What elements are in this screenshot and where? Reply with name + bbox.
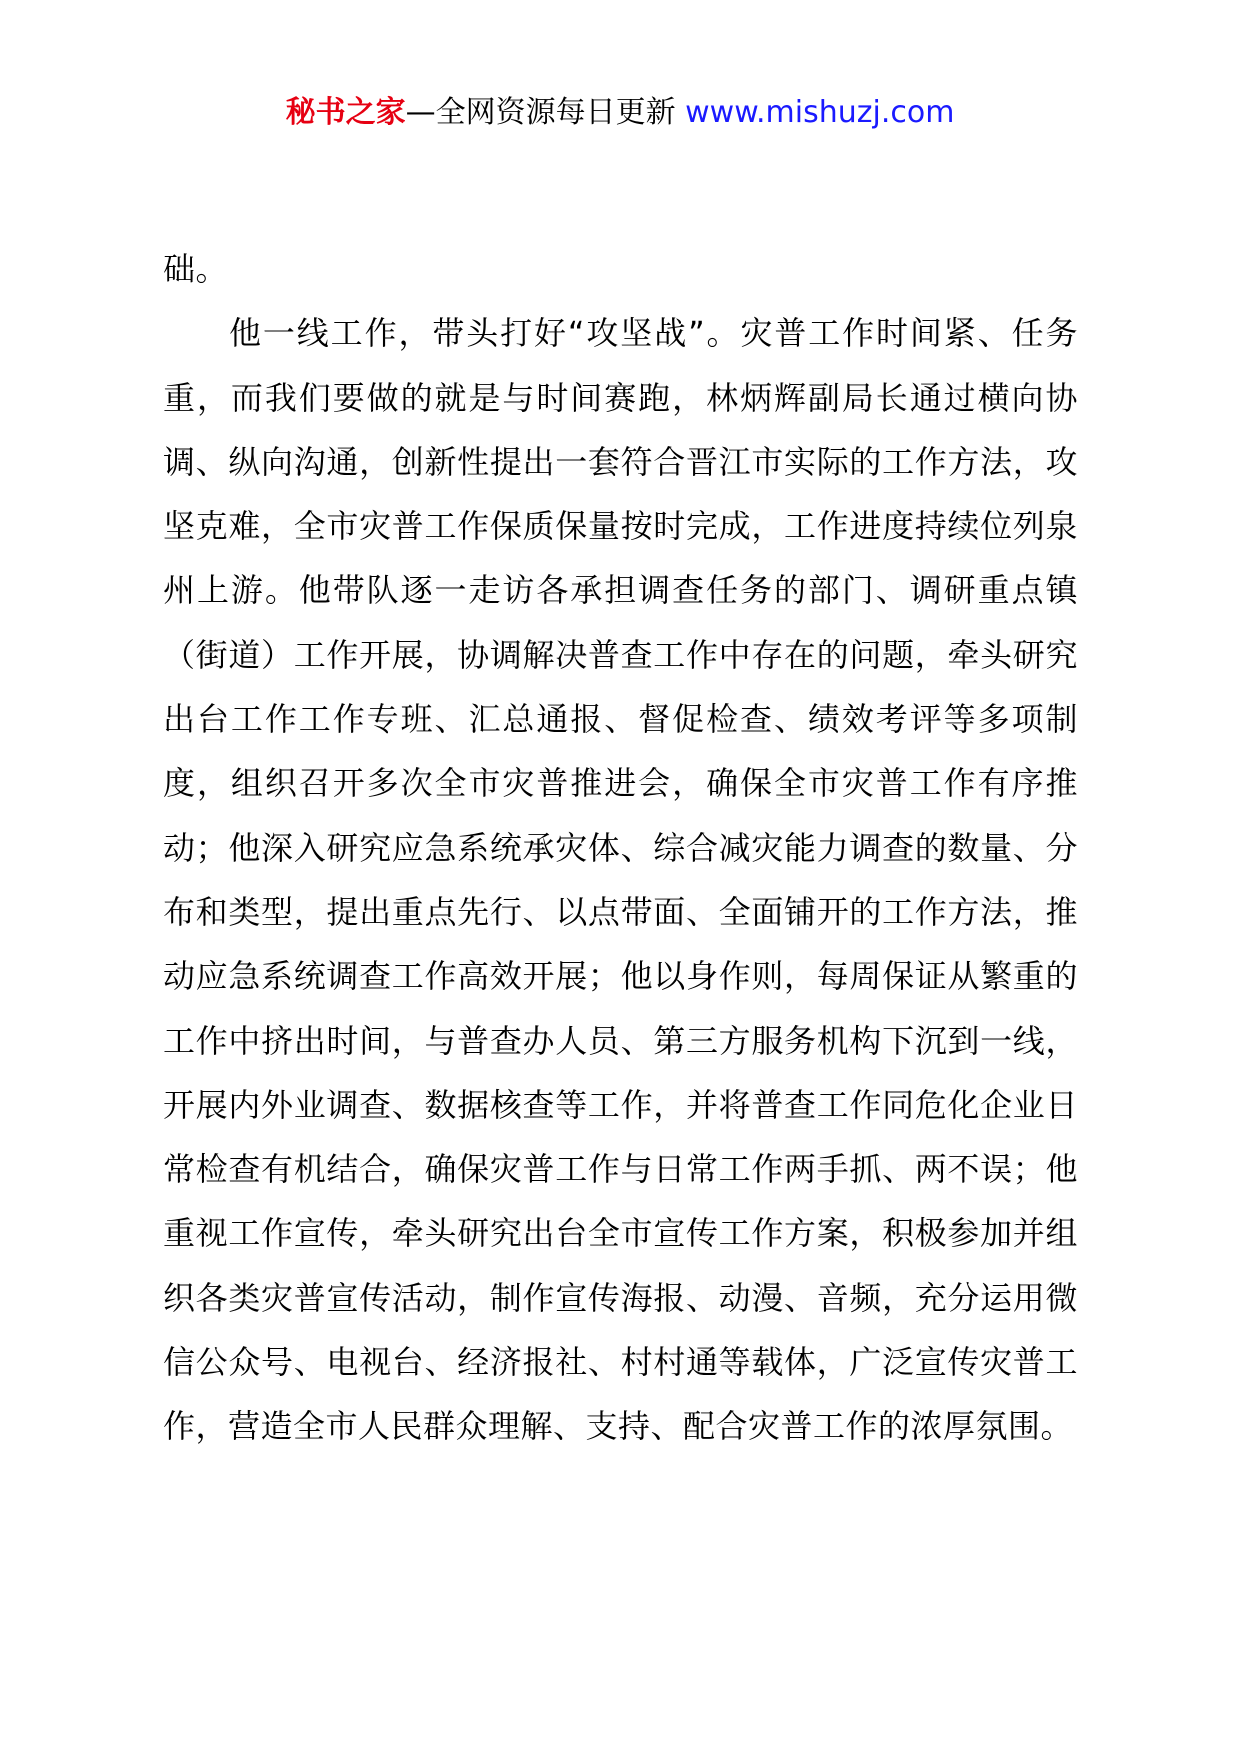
document-body [163,237,1078,1459]
site-tagline: —全网资源每日更新 [405,95,676,130]
site-url[interactable]: www.mishuzj.com [685,95,955,130]
paragraph-main: 他一线工作，带头打好“攻坚战”。灾普工作时间紧、任务重，而我们要做的就是与时间赛跑，林炳辉副局长通过横向协调、纵向沟通，创新性提出一套符合晋江市实际的工作方法，攻坚克难，全市灾普工作保质保量按时完成，工作进度持续位列泉州上游。他带队逐一走访各承担调查任务的部门、调研重点镇（街道）工作开展，协调解决普查工作中存在的问题，牵头研究出台工作工作专班、汇总通报、督促检查、绩效考评等多项制度，组织召开多次全市灾普推进会，确保全市灾普工作有序推动；他深入研究应急系统承灾体、综合减灾能力调查的数量、分布和类型，提出重点先行、以点带面、全面铺开的工作方法，推动应急系统调查工作高效开展；他以身作则，每周保证从繁重的工作中挤出时间，与普查办人员、第三方服务机构下沉到一线，开展内外业调查、数据核查等工作，并将普查工作同危化企业日常检查有机结合，确保灾普工作与日常工作两手抓、两不误；他重视工作宣传，牵头研究出台全市宣传工作方案，积极参加并组织各类灾普宣传活动，制作宣传海报、动漫、音频，充分运用微信公众号、电视台、经济报社、村村通等载体，广泛宣传灾普工作，营造全市人民群众理解、支持、配合灾普工作的浓厚氛围。 [163,314,1078,1446]
paragraph-continuation: 础。 [163,250,229,288]
site-brand: 秘书之家 [285,95,406,130]
page-header [0,93,1240,133]
